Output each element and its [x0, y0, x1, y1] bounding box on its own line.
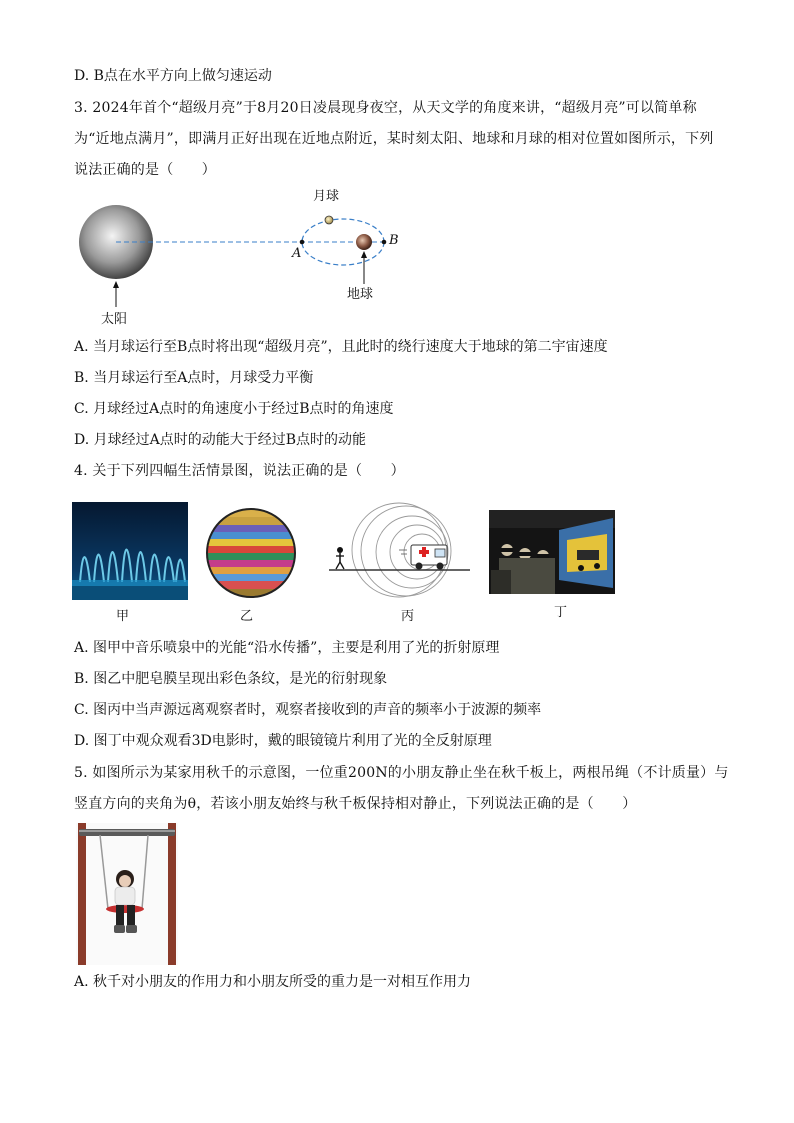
q3-option-a: A. 当月球运行至B点时将出现“超级月亮”，且此时的绕行速度大于地球的第二宇宙速度	[74, 339, 608, 355]
soap-film-image	[205, 507, 297, 599]
earth-circle	[356, 234, 372, 250]
3d-cinema-image	[489, 510, 615, 594]
q3-option-c: C. 月球经过A点时的角速度小于经过B点时的角速度	[74, 401, 394, 417]
caption-jia: 甲	[116, 609, 130, 624]
caption-ding: 丁	[554, 605, 568, 620]
prev-option-d: D. B点在水平方向上做匀速运动	[74, 68, 272, 84]
q4-option-a: A. 图甲中音乐喷泉中的光能“沿水传播”，主要是利用了光的折射原理	[74, 640, 500, 656]
doppler-image	[327, 502, 472, 600]
point-a-label: A	[292, 246, 302, 261]
sun-label: 太阳	[101, 312, 128, 327]
q5-stem-line-2: 竖直方向的夹角为θ，若该小朋友始终与秋千板保持相对静止，下列说法正确的是（ ）	[74, 796, 637, 812]
moon-label: 月球	[313, 189, 340, 204]
moon-circle	[325, 216, 333, 224]
q3-option-b: B. 当月球运行至A点时，月球受力平衡	[74, 370, 314, 386]
q4-option-d: D. 图丁中观众观看3D电影时，戴的眼镜镜片利用了光的全反射原理	[74, 733, 492, 749]
q4-option-c: C. 图丙中当声源远离观察者时，观察者接收到的声音的频率小于波源的频率	[74, 702, 542, 718]
caption-yi: 乙	[240, 609, 254, 624]
q3-stem-line-3: 说法正确的是（ ）	[74, 162, 216, 178]
caption-bing: 丙	[401, 609, 415, 624]
point-b-label: B	[389, 233, 399, 248]
q3-stem-line-2: 为“近地点满月”，即满月正好出现在近地点附近，某时刻太阳、地球和月球的相对位置如图所示，下列	[74, 131, 714, 147]
earth-label: 地球	[347, 287, 374, 302]
swing-image	[76, 823, 178, 965]
q3-stem-line-1: 3. 2024年首个“超级月亮”于8月20日凌晨现身夜空，从天文学的角度来讲，“超级月亮”可以简单称	[74, 100, 697, 116]
q5-option-a: A. 秋千对小朋友的作用力和小朋友所受的重力是一对相互作用力	[74, 974, 472, 990]
q3-option-d: D. 月球经过A点时的动能大于经过B点时的动能	[74, 432, 367, 448]
point-b-dot	[382, 240, 387, 245]
q4-stem: 4. 关于下列四幅生活情景图，说法正确的是（ ）	[74, 463, 405, 479]
q4-option-b: B. 图乙中肥皂膜呈现出彩色条纹，是光的衍射现象	[74, 671, 388, 687]
point-a-dot	[300, 240, 305, 245]
q5-stem-line-1: 5. 如图所示为某家用秋千的示意图，一位重200N的小朋友静止坐在秋千板上，两根吊绳（不计质量）与	[74, 765, 729, 781]
fountain-image	[72, 502, 188, 600]
